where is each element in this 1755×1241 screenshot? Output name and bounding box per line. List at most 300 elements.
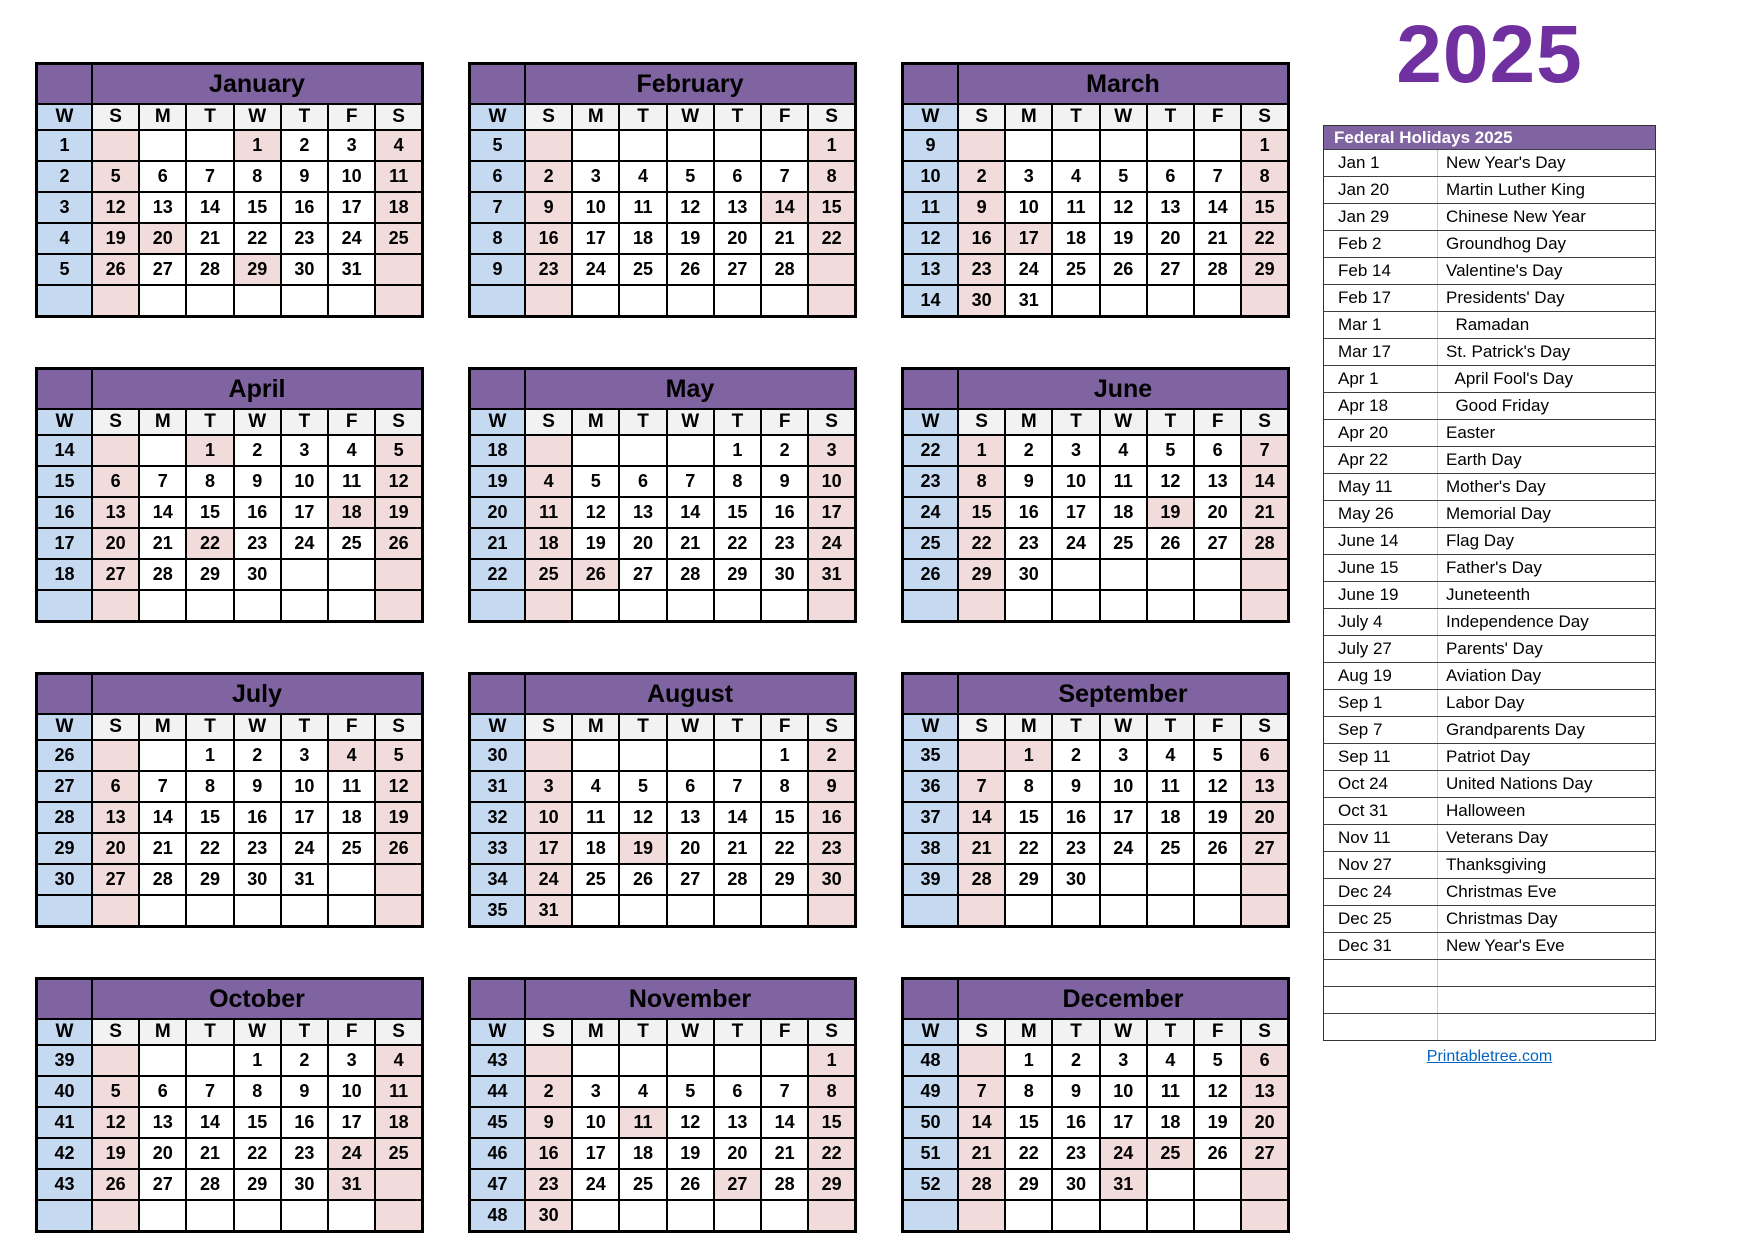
holiday-row [1324, 608, 1655, 635]
day-cell [525, 740, 572, 771]
weekday-header: T [1147, 1019, 1194, 1045]
day-cell [572, 895, 619, 927]
holiday-date: Feb 17 [1324, 285, 1438, 311]
holiday-name: Earth Day [1446, 450, 1522, 469]
day-cell: 3 [281, 435, 328, 466]
day-cell: 31 [1005, 285, 1052, 317]
holiday-name: Martin Luther King [1446, 180, 1585, 199]
weekday-header: M [1005, 409, 1052, 435]
holiday-date: Jan 20 [1324, 177, 1438, 203]
holiday-row [1324, 770, 1655, 797]
day-cell: 5 [1147, 435, 1194, 466]
day-cell: 24 [281, 528, 328, 559]
weekday-header: W [234, 409, 281, 435]
day-cell [1100, 895, 1147, 927]
day-cell [375, 559, 422, 590]
holiday-row [1324, 1013, 1655, 1040]
day-cell [139, 740, 186, 771]
month-title: May [525, 369, 856, 410]
holiday-name: Flag Day [1446, 531, 1515, 550]
weekday-header: M [139, 104, 186, 130]
week-number-cell [37, 590, 93, 622]
day-cell: 28 [667, 559, 714, 590]
day-cell: 20 [619, 528, 666, 559]
day-cell [234, 1200, 281, 1232]
day-cell [1194, 1169, 1241, 1200]
weekday-header: S [92, 104, 139, 130]
week-row [470, 802, 856, 833]
week-number-cell [37, 895, 93, 927]
weekday-header: T [281, 104, 328, 130]
day-cell: 10 [1052, 466, 1099, 497]
month-title: November [525, 979, 856, 1020]
day-cell: 11 [328, 466, 375, 497]
day-cell [92, 740, 139, 771]
weekday-header: W [234, 104, 281, 130]
day-cell [572, 130, 619, 161]
day-cell: 25 [619, 254, 666, 285]
holiday-name: Groundhog Day [1446, 234, 1567, 253]
day-cell: 26 [1194, 833, 1241, 864]
month-march [901, 62, 1290, 318]
holiday-date [1324, 987, 1438, 1013]
day-cell: 1 [808, 130, 855, 161]
day-cell: 23 [1052, 833, 1099, 864]
day-cell: 27 [92, 559, 139, 590]
day-cell: 20 [139, 223, 186, 254]
weekday-header: T [186, 104, 233, 130]
day-cell: 29 [186, 864, 233, 895]
day-cell: 3 [281, 740, 328, 771]
week-row [37, 1138, 423, 1169]
day-cell: 31 [1100, 1169, 1147, 1200]
day-cell [1194, 285, 1241, 317]
day-cell: 15 [234, 192, 281, 223]
day-cell: 16 [1005, 497, 1052, 528]
week-row [37, 285, 423, 317]
day-cell: 24 [1100, 1138, 1147, 1169]
holiday-row [1324, 581, 1655, 608]
weekday-header: S [958, 104, 1005, 130]
day-cell: 9 [1052, 1076, 1099, 1107]
day-cell: 4 [328, 435, 375, 466]
holiday-name: United Nations Day [1446, 774, 1593, 793]
holiday-row [1324, 635, 1655, 662]
day-cell: 8 [714, 466, 761, 497]
weekday-header: M [1005, 1019, 1052, 1045]
holiday-name: Halloween [1446, 801, 1526, 820]
day-cell: 24 [572, 254, 619, 285]
day-cell [667, 435, 714, 466]
week-row [37, 833, 423, 864]
day-cell [572, 740, 619, 771]
day-cell: 14 [958, 1107, 1005, 1138]
month-title: December [958, 979, 1289, 1020]
day-cell: 15 [186, 497, 233, 528]
day-cell: 5 [375, 435, 422, 466]
day-cell: 17 [281, 497, 328, 528]
week-number-cell: 48 [470, 1200, 526, 1232]
holiday-date: June 14 [1324, 528, 1438, 554]
holiday-row [1324, 554, 1655, 581]
day-cell: 2 [808, 740, 855, 771]
day-cell: 14 [1194, 192, 1241, 223]
day-cell: 20 [1194, 497, 1241, 528]
week-row [903, 559, 1289, 590]
week-number-cell: 39 [37, 1045, 93, 1076]
day-cell: 18 [525, 528, 572, 559]
week-row [37, 864, 423, 895]
day-cell: 8 [234, 1076, 281, 1107]
weekday-header: S [808, 104, 855, 130]
day-cell: 11 [375, 161, 422, 192]
weekday-header: S [958, 409, 1005, 435]
day-cell [572, 1045, 619, 1076]
day-cell [139, 285, 186, 317]
weekday-header: F [328, 409, 375, 435]
week-number-cell: 29 [37, 833, 93, 864]
day-cell: 26 [667, 1169, 714, 1200]
weekday-header: T [186, 714, 233, 740]
day-cell: 16 [761, 497, 808, 528]
day-cell [328, 285, 375, 317]
holiday-date: Jan 29 [1324, 204, 1438, 230]
day-cell: 21 [667, 528, 714, 559]
holidays-list [1324, 149, 1655, 1040]
day-cell: 29 [1005, 864, 1052, 895]
day-cell: 18 [328, 802, 375, 833]
day-cell: 30 [525, 1200, 572, 1232]
day-cell: 29 [1241, 254, 1288, 285]
weekday-header: F [328, 714, 375, 740]
weekday-header: S [92, 714, 139, 740]
day-cell: 29 [714, 559, 761, 590]
day-cell: 17 [1100, 1107, 1147, 1138]
holiday-row [1324, 662, 1655, 689]
day-cell: 10 [1005, 192, 1052, 223]
day-cell: 21 [714, 833, 761, 864]
week-row [37, 223, 423, 254]
day-cell: 8 [808, 1076, 855, 1107]
day-cell: 19 [667, 1138, 714, 1169]
day-cell: 23 [234, 833, 281, 864]
day-cell: 27 [139, 254, 186, 285]
day-cell: 2 [958, 161, 1005, 192]
weekday-header: F [1194, 1019, 1241, 1045]
holiday-date: Sep 7 [1324, 717, 1438, 743]
day-cell: 25 [525, 559, 572, 590]
day-cell: 22 [958, 528, 1005, 559]
day-cell: 1 [234, 1045, 281, 1076]
day-cell: 25 [1100, 528, 1147, 559]
day-cell [139, 590, 186, 622]
day-cell: 10 [328, 161, 375, 192]
holiday-date: June 19 [1324, 582, 1438, 608]
holiday-date: Apr 20 [1324, 420, 1438, 446]
day-cell [714, 1045, 761, 1076]
day-cell: 13 [1241, 771, 1288, 802]
day-cell: 4 [375, 130, 422, 161]
day-cell [1052, 590, 1099, 622]
week-number-cell: 12 [903, 223, 959, 254]
day-cell: 29 [761, 864, 808, 895]
month-february [468, 62, 857, 318]
weekday-header: M [572, 1019, 619, 1045]
day-cell: 21 [186, 1138, 233, 1169]
day-cell: 13 [1241, 1076, 1288, 1107]
day-cell: 19 [1194, 802, 1241, 833]
holiday-name: Father's Day [1446, 558, 1542, 577]
day-cell [92, 285, 139, 317]
week-number-cell: 31 [470, 771, 526, 802]
day-cell: 3 [572, 161, 619, 192]
day-cell: 2 [525, 161, 572, 192]
day-cell: 17 [525, 833, 572, 864]
holiday-date: Feb 2 [1324, 231, 1438, 257]
holiday-row [1324, 338, 1655, 365]
day-cell: 4 [328, 740, 375, 771]
weekday-header: T [186, 409, 233, 435]
day-cell [375, 590, 422, 622]
day-cell: 21 [958, 833, 1005, 864]
week-number-cell: 21 [470, 528, 526, 559]
day-cell: 26 [92, 254, 139, 285]
day-cell: 25 [1147, 1138, 1194, 1169]
week-number-cell: 43 [470, 1045, 526, 1076]
day-cell: 19 [572, 528, 619, 559]
day-cell: 1 [761, 740, 808, 771]
weekday-header: S [958, 1019, 1005, 1045]
week-number-cell: 19 [470, 466, 526, 497]
week-row [470, 254, 856, 285]
month-title: September [958, 674, 1289, 715]
day-cell: 10 [808, 466, 855, 497]
holiday-name: Veterans Day [1446, 828, 1549, 847]
day-cell: 6 [1241, 1045, 1288, 1076]
week-row [37, 497, 423, 528]
day-cell: 30 [1052, 1169, 1099, 1200]
day-cell: 12 [667, 192, 714, 223]
week-number-cell: 18 [37, 559, 93, 590]
holiday-row [1324, 527, 1655, 554]
day-cell: 2 [761, 435, 808, 466]
day-cell [958, 740, 1005, 771]
week-row [470, 740, 856, 771]
day-cell: 8 [1005, 1076, 1052, 1107]
day-cell [328, 590, 375, 622]
weekday-header: F [328, 104, 375, 130]
weekday-header: T [281, 714, 328, 740]
month-title: July [92, 674, 423, 715]
day-cell: 26 [375, 528, 422, 559]
day-cell [1147, 1169, 1194, 1200]
weekday-header: M [572, 104, 619, 130]
month-title: June [958, 369, 1289, 410]
holiday-row [1324, 878, 1655, 905]
day-cell [1241, 590, 1288, 622]
day-cell: 23 [525, 254, 572, 285]
week-row [470, 864, 856, 895]
weekday-header: S [1241, 409, 1288, 435]
day-cell: 18 [1052, 223, 1099, 254]
weekday-header: T [1052, 104, 1099, 130]
day-cell: 27 [139, 1169, 186, 1200]
day-cell: 18 [1147, 1107, 1194, 1138]
day-cell: 19 [375, 802, 422, 833]
day-cell [572, 1200, 619, 1232]
day-cell [1100, 130, 1147, 161]
day-cell: 3 [1100, 1045, 1147, 1076]
day-cell: 3 [328, 130, 375, 161]
day-cell: 8 [234, 161, 281, 192]
day-cell: 5 [667, 161, 714, 192]
day-cell: 4 [619, 161, 666, 192]
week-row [903, 802, 1289, 833]
month-title: February [525, 64, 856, 105]
day-cell: 6 [92, 771, 139, 802]
holiday-date: Aug 19 [1324, 663, 1438, 689]
weekday-header: F [328, 1019, 375, 1045]
day-cell: 28 [761, 254, 808, 285]
day-cell: 13 [139, 1107, 186, 1138]
holiday-name: Easter [1446, 423, 1496, 442]
holiday-row [1324, 311, 1655, 338]
day-cell: 25 [375, 223, 422, 254]
day-cell: 25 [619, 1169, 666, 1200]
week-row [470, 1169, 856, 1200]
day-cell: 20 [92, 833, 139, 864]
week-number-cell: 24 [903, 497, 959, 528]
day-cell [328, 895, 375, 927]
day-cell: 20 [1241, 802, 1288, 833]
day-cell: 1 [186, 435, 233, 466]
week-number-cell: 43 [37, 1169, 93, 1200]
month-september [901, 672, 1290, 928]
day-cell: 6 [714, 161, 761, 192]
day-cell: 14 [667, 497, 714, 528]
day-cell: 4 [375, 1045, 422, 1076]
day-cell: 1 [1241, 130, 1288, 161]
week-row [903, 528, 1289, 559]
day-cell: 22 [808, 223, 855, 254]
day-cell: 12 [92, 192, 139, 223]
day-cell: 16 [1052, 1107, 1099, 1138]
holiday-row [1324, 689, 1655, 716]
day-cell: 22 [714, 528, 761, 559]
day-cell: 28 [714, 864, 761, 895]
holiday-row [1324, 905, 1655, 932]
month-title: October [92, 979, 423, 1020]
month-header-corner [470, 979, 526, 1020]
day-cell: 3 [808, 435, 855, 466]
week-number-cell: 50 [903, 1107, 959, 1138]
holiday-date: May 26 [1324, 501, 1438, 527]
day-cell: 21 [139, 528, 186, 559]
day-cell: 22 [1005, 1138, 1052, 1169]
day-cell [619, 435, 666, 466]
day-cell [714, 740, 761, 771]
day-cell [1241, 559, 1288, 590]
day-cell [1100, 590, 1147, 622]
day-cell [1147, 895, 1194, 927]
day-cell [328, 559, 375, 590]
week-number-header: W [37, 1019, 93, 1045]
day-cell: 31 [328, 1169, 375, 1200]
weekday-header: T [619, 714, 666, 740]
day-cell [619, 895, 666, 927]
day-cell: 22 [234, 223, 281, 254]
week-row [470, 223, 856, 254]
week-row [37, 590, 423, 622]
weekday-header: S [1241, 714, 1288, 740]
month-july [35, 672, 424, 928]
day-cell: 14 [139, 802, 186, 833]
holiday-row [1324, 986, 1655, 1013]
holiday-name: St. Patrick's Day [1446, 342, 1571, 361]
holiday-date: Sep 11 [1324, 744, 1438, 770]
week-row [470, 1107, 856, 1138]
day-cell: 20 [1241, 1107, 1288, 1138]
printabletree-link[interactable]: Printabletree.com [1426, 1048, 1553, 1065]
holiday-date: Apr 18 [1324, 393, 1438, 419]
day-cell: 11 [375, 1076, 422, 1107]
month-header-corner [470, 369, 526, 410]
weekday-header: T [1052, 409, 1099, 435]
day-cell: 19 [1194, 1107, 1241, 1138]
week-row [37, 192, 423, 223]
weekday-header: T [281, 1019, 328, 1045]
day-cell [714, 1200, 761, 1232]
week-row [470, 161, 856, 192]
day-cell: 22 [234, 1138, 281, 1169]
weekday-header: S [92, 1019, 139, 1045]
week-number-cell: 14 [903, 285, 959, 317]
week-number-header: W [903, 104, 959, 130]
month-header-corner [470, 64, 526, 105]
day-cell: 11 [328, 771, 375, 802]
day-cell: 28 [958, 864, 1005, 895]
day-cell: 1 [234, 130, 281, 161]
holiday-row [1324, 932, 1655, 959]
day-cell: 6 [139, 161, 186, 192]
day-cell [1241, 864, 1288, 895]
weekday-header: S [525, 104, 572, 130]
holiday-date: Oct 24 [1324, 771, 1438, 797]
day-cell [1147, 285, 1194, 317]
weekday-header: T [1052, 714, 1099, 740]
weekday-header: F [1194, 714, 1241, 740]
weekday-header: S [375, 714, 422, 740]
day-cell: 4 [572, 771, 619, 802]
day-cell: 20 [667, 833, 714, 864]
holiday-date: Sep 1 [1324, 690, 1438, 716]
day-cell: 24 [572, 1169, 619, 1200]
holiday-date: Dec 31 [1324, 933, 1438, 959]
day-cell [1194, 590, 1241, 622]
day-cell [761, 895, 808, 927]
day-cell: 22 [186, 833, 233, 864]
day-cell: 8 [761, 771, 808, 802]
day-cell: 30 [234, 559, 281, 590]
weekday-header: W [1100, 104, 1147, 130]
day-cell: 9 [234, 466, 281, 497]
weekday-header: F [761, 1019, 808, 1045]
day-cell: 6 [619, 466, 666, 497]
day-cell: 26 [1100, 254, 1147, 285]
week-row [470, 497, 856, 528]
holiday-row [1324, 851, 1655, 878]
week-number-cell: 34 [470, 864, 526, 895]
